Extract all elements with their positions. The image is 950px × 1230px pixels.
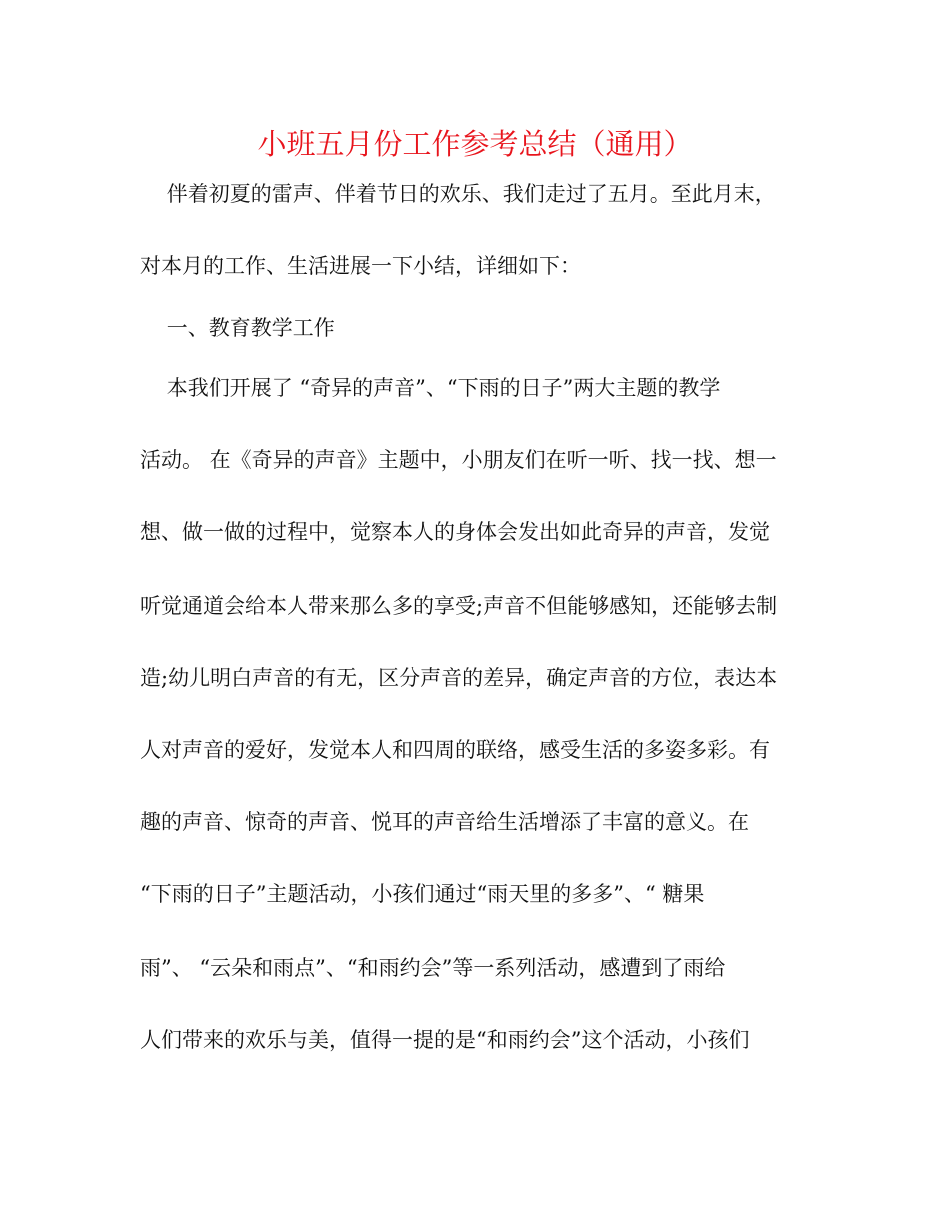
paragraph-line: 人们带来的欢乐与美，值得一提的是“和雨约会”这个活动，小孩们 (140, 1028, 750, 1052)
paragraph-line: 本我们开展了 “奇异的声音”、“下雨的日子”两大主题的教学 (140, 376, 721, 400)
paragraph-line: 想、做一做的过程中，觉察本人的身体会发出如此奇异的声音，发觉 (140, 520, 770, 544)
paragraph-line: 雨”、 “云朵和雨点”、“和雨约会”等一系列活动，感遭到了雨给 (140, 956, 726, 980)
section-heading: 一、教育教学工作 (140, 316, 335, 340)
paragraph-line: 听觉通道会给本人带来那么多的享受;声音不但能够感知，还能够去制 (140, 594, 778, 618)
paragraph-line: 人对声音的爱好，发觉本人和四周的联络，感受生活的多姿多彩。有 (140, 738, 770, 762)
paragraph-line: “下雨的日子”主题活动，小孩们通过“雨天里的多多”、“ 糖果 (140, 882, 705, 906)
paragraph-line: 伴着初夏的雷声、伴着节日的欢乐、我们走过了五月。至此月末， (140, 182, 776, 206)
document-title: 小班五月份工作参考总结（通用） (257, 127, 693, 161)
paragraph-line: 趣的声音、惊奇的声音、悦耳的声音给生活增添了丰富的意义。在 (140, 810, 749, 834)
paragraph-line: 造;幼儿明白声音的有无，区分声音的差异，确定声音的方位，表达本 (140, 666, 778, 690)
paragraph-line: 对本月的工作、生活进展一下小结，详细如下： (140, 254, 581, 278)
paragraph-line: 活动。 在《奇异的声音》主题中，小朋友们在听一听、找一找、想一 (140, 448, 777, 472)
